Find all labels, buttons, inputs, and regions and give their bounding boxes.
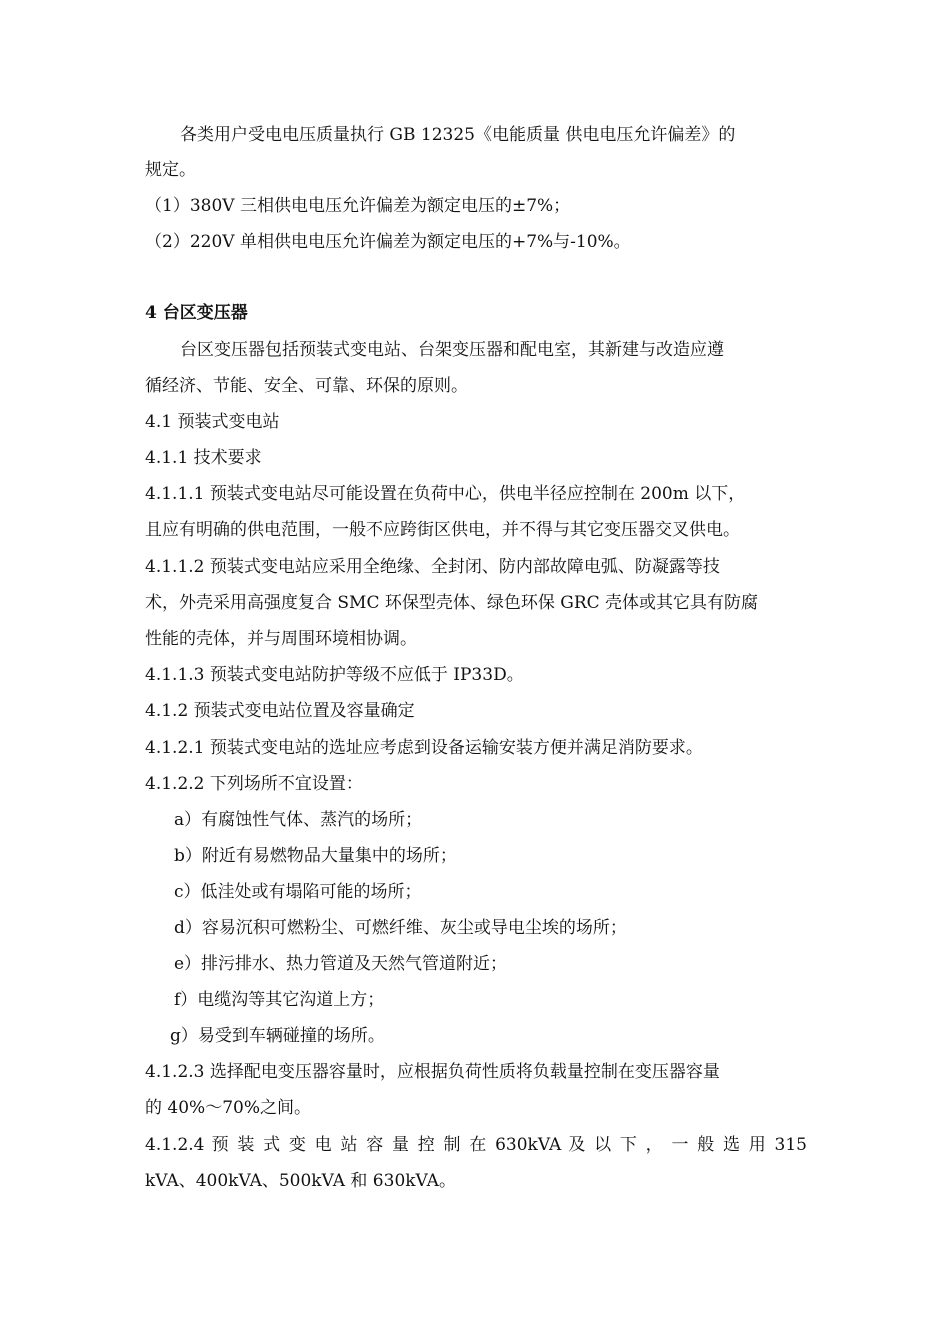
section-heading-4-1-2: 4.1.2 预装式变电站位置及容量确定 — [145, 701, 415, 721]
paragraph-transformer-intro-line-2: 循经济、节能、安全、可靠、环保的原则。 — [145, 376, 468, 396]
list-item: c）低洼处或有塌陷可能的场所； — [174, 882, 422, 902]
clause-4-1-1-2-line-2: 术，外壳采用高强度复合 SMC 环保型壳体、绿色环保 GRC 壳体或其它具有防腐 — [145, 593, 759, 613]
clause-4-1-2-4-line-1: 4.1.2.4 预 装 式 变 电 站 容 量 控 制 在 630kVA 及 以 下 ， 一 般 选 用 315 — [145, 1135, 807, 1155]
paragraph-voltage-quality-line-1: 各类用户受电电压质量执行 GB 12325《电能质量 供电电压允许偏差》的 — [180, 125, 736, 145]
clause-4-1-2-3-line-2: 的 40%～70%之间。 — [145, 1098, 311, 1118]
clause-4-1-2-1: 4.1.2.1 预装式变电站的选址应考虑到设备运输安装方便并满足消防要求。 — [145, 738, 703, 758]
section-heading-4: 4 台区变压器 — [145, 303, 248, 323]
list-item: f）电缆沟等其它沟道上方； — [174, 990, 385, 1010]
clause-4-1-1-2-line-3: 性能的壳体，并与周围环境相协调。 — [145, 629, 417, 649]
list-item: a）有腐蚀性气体、蒸汽的场所； — [174, 810, 423, 830]
clause-4-1-1-3: 4.1.1.3 预装式变电站防护等级不应低于 IP33D。 — [145, 665, 524, 685]
paragraph-transformer-intro-line-1: 台区变压器包括预装式变电站、台架变压器和配电室，其新建与改造应遵 — [180, 340, 724, 360]
clause-4-1-1-1-line-1: 4.1.1.1 预装式变电站尽可能设置在负荷中心，供电半径应控制在 200m 以下， — [145, 484, 746, 504]
list-item: d）容易沉积可燃粉尘、可燃纤维、灰尘或导电尘埃的场所； — [174, 918, 627, 938]
clause-4-1-1-1-line-2: 且应有明确的供电范围，一般不应跨街区供电，并不得与其它变压器交叉供电。 — [145, 520, 740, 540]
paragraph-voltage-quality-line-2: 规定。 — [145, 160, 196, 180]
clause-4-1-2-3-line-1: 4.1.2.3 选择配电变压器容量时，应根据负荷性质将负载量控制在变压器容量 — [145, 1062, 720, 1082]
list-item: b）附近有易燃物品大量集中的场所； — [174, 846, 457, 866]
paragraph-220v-deviation: （2）220V 单相供电电压允许偏差为额定电压的+7%与-10%。 — [145, 232, 631, 252]
clause-4-1-2-2: 4.1.2.2 下列场所不宜设置： — [145, 774, 363, 794]
list-item: e）排污排水、热力管道及天然气管道附近； — [174, 954, 508, 974]
section-heading-4-1: 4.1 预装式变电站 — [145, 412, 280, 432]
section-heading-4-1-1: 4.1.1 技术要求 — [145, 448, 262, 468]
paragraph-380v-deviation: （1）380V 三相供电电压允许偏差为额定电压的±7%； — [145, 196, 571, 216]
list-item: g）易受到车辆碰撞的场所。 — [170, 1026, 385, 1046]
clause-4-1-2-4-line-2: kVA、400kVA、500kVA 和 630kVA。 — [145, 1171, 456, 1191]
clause-4-1-1-2-line-1: 4.1.1.2 预装式变电站应采用全绝缘、全封闭、防内部故障电弧、防凝露等技 — [145, 557, 720, 577]
